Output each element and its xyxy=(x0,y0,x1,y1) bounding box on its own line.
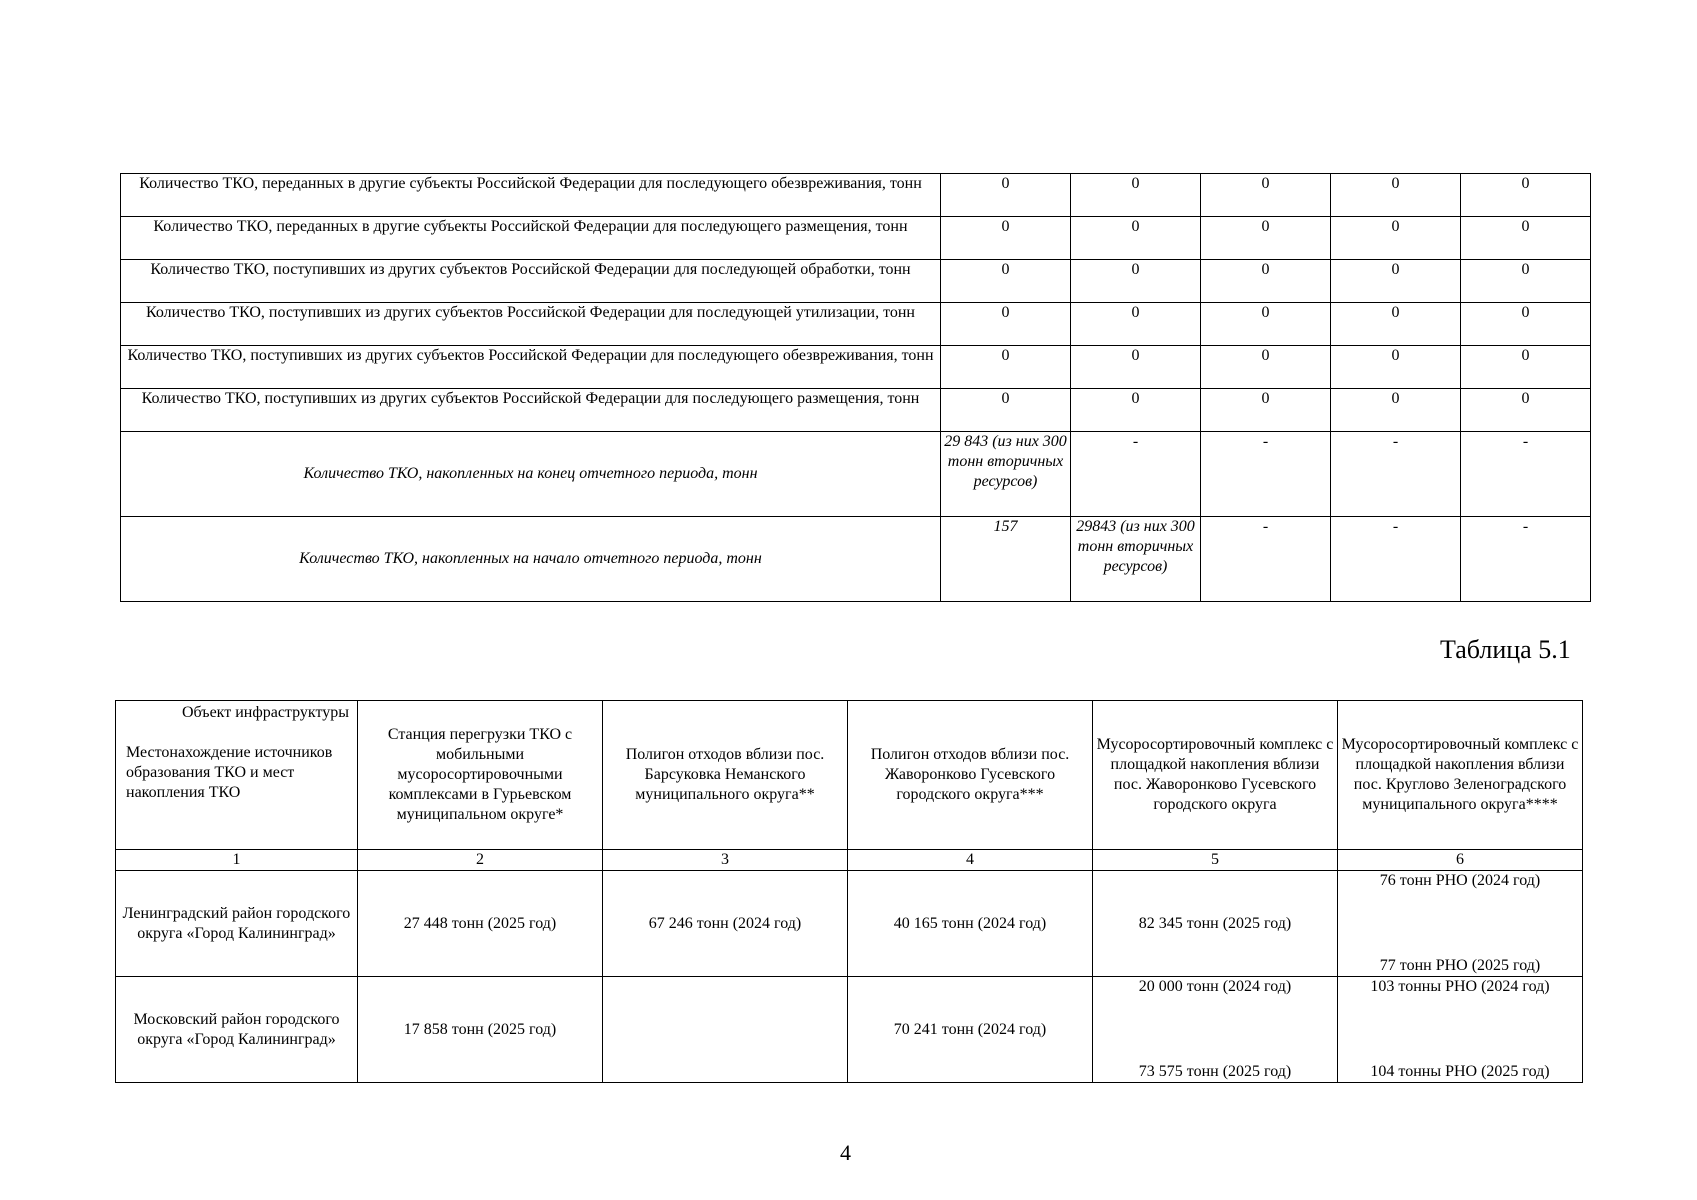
table-cell: - xyxy=(1201,517,1331,602)
table-row xyxy=(121,174,1591,217)
table-cell: 0 xyxy=(1461,174,1591,217)
table-title: Таблица 5.1 xyxy=(1440,635,1571,664)
table-cell: 0 xyxy=(941,174,1071,217)
column-header: Полигон отходов вблизи пос. Барсуковка Неманского муниципального округа** xyxy=(603,701,848,850)
row-label: Количество ТКО, переданных в другие субъекты Российской Федерации для последующего обезвреживания, тонн xyxy=(121,174,941,217)
column-number: 3 xyxy=(603,850,848,871)
column-number: 5 xyxy=(1093,850,1338,871)
column-header: Мусоросортировочный комплекс с площадкой накопления вблизи пос. Жаворонково Гусевского городского округа xyxy=(1093,701,1338,850)
waste-transfer-table xyxy=(120,173,1591,602)
column-number: 1 xyxy=(116,850,358,871)
table-cell: 0 xyxy=(941,217,1071,260)
table-cell: - xyxy=(1461,432,1591,517)
table-cell: 157 xyxy=(941,517,1071,602)
column-number: 6 xyxy=(1338,850,1583,871)
table-cell: 0 xyxy=(1071,174,1201,217)
table-cell: 40 165 тонн (2024 год) xyxy=(848,871,1093,977)
column-number: 4 xyxy=(848,850,1093,871)
column-header: Станция перегрузки ТКО с мобильными мусоросортировочными комплексами в Гурьевском муниципальном округе* xyxy=(358,701,603,850)
row-label: Количество ТКО, накопленных на конец отчетного периода, тонн xyxy=(121,432,941,517)
table-cell: 0 xyxy=(1461,260,1591,303)
table-cell: 0 xyxy=(941,346,1071,389)
corner-header xyxy=(116,701,358,850)
row-label: Количество ТКО, поступивших из других субъектов Российской Федерации для последующей обработки, тонн xyxy=(121,260,941,303)
value-2025: 73 575 тонн (2025 год) xyxy=(1138,1063,1292,1080)
header-row xyxy=(116,701,1583,850)
column-number-row xyxy=(116,850,1583,871)
corner-header-bottom: Местонахождение источников образования ТКО и мест накопления ТКО xyxy=(126,744,333,801)
table-cell: 0 xyxy=(1201,260,1331,303)
table-cell: 82 345 тонн (2025 год) xyxy=(1093,871,1338,977)
table-cell: 0 xyxy=(1461,346,1591,389)
table-cell: - xyxy=(1461,517,1591,602)
value-2024: 76 тонн РНО (2024 год) xyxy=(1379,872,1541,889)
table-cell: 0 xyxy=(1331,389,1461,432)
table-cell: 29 843 (из них 300 тонн вторичных ресурсов) xyxy=(941,432,1071,517)
location-cell: Московский район городского округа «Город Калининград» xyxy=(116,977,358,1083)
table-cell: 0 xyxy=(1461,389,1591,432)
column-header: Мусоросортировочный комплекс с площадкой накопления вблизи пос. Круглово Зеленоградского муниципального округа**** xyxy=(1338,701,1583,850)
table-cell: 0 xyxy=(941,389,1071,432)
table-cell: 67 246 тонн (2024 год) xyxy=(603,871,848,977)
table-cell: 0 xyxy=(1201,389,1331,432)
table-cell: 27 448 тонн (2025 год) xyxy=(358,871,603,977)
table-cell: 0 xyxy=(1331,303,1461,346)
table-cell: 0 xyxy=(1201,174,1331,217)
table-cell: 0 xyxy=(1201,346,1331,389)
table-cell: 0 xyxy=(1331,217,1461,260)
table-cell: 0 xyxy=(1071,346,1201,389)
table-row xyxy=(121,432,1591,517)
table-cell xyxy=(1338,871,1583,977)
value-2024: 103 тонны РНО (2024 год) xyxy=(1370,978,1550,995)
value-2025: 77 тонн РНО (2025 год) xyxy=(1379,957,1541,974)
table-cell: - xyxy=(1071,432,1201,517)
table-row xyxy=(121,346,1591,389)
table-row xyxy=(121,260,1591,303)
table-row xyxy=(116,977,1583,1083)
column-number: 2 xyxy=(358,850,603,871)
infrastructure-table xyxy=(115,700,1583,1083)
table-cell: 0 xyxy=(1461,303,1591,346)
table-row xyxy=(121,517,1591,602)
table-cell: - xyxy=(1201,432,1331,517)
corner-header-top: Объект инфраструктуры xyxy=(182,704,349,721)
table-cell: 0 xyxy=(941,260,1071,303)
table-cell: 0 xyxy=(1201,217,1331,260)
table-row xyxy=(121,217,1591,260)
table-cell: 70 241 тонн (2024 год) xyxy=(848,977,1093,1083)
row-label: Количество ТКО, поступивших из других субъектов Российской Федерации для последующего обезвреживания, тонн xyxy=(121,346,941,389)
table-cell: 29843 (из них 300 тонн вторичных ресурсов) xyxy=(1071,517,1201,602)
table-cell xyxy=(1338,977,1583,1083)
table-cell: 17 858 тонн (2025 год) xyxy=(358,977,603,1083)
row-label: Количество ТКО, накопленных на начало отчетного периода, тонн xyxy=(121,517,941,602)
row-label: Количество ТКО, переданных в другие субъекты Российской Федерации для последующего размещения, тонн xyxy=(121,217,941,260)
row-label: Количество ТКО, поступивших из других субъектов Российской Федерации для последующей утилизации, тонн xyxy=(121,303,941,346)
table-cell: 0 xyxy=(1071,217,1201,260)
location-cell: Ленинградский район городского округа «Город Калининград» xyxy=(116,871,358,977)
table-row xyxy=(116,871,1583,977)
table-cell xyxy=(603,977,848,1083)
table-cell: 0 xyxy=(1461,217,1591,260)
table-cell: 0 xyxy=(941,303,1071,346)
value-2024: 20 000 тонн (2024 год) xyxy=(1138,978,1292,995)
table-row xyxy=(121,303,1591,346)
value-2025: 104 тонны РНО (2025 год) xyxy=(1370,1063,1550,1080)
row-label: Количество ТКО, поступивших из других субъектов Российской Федерации для последующего размещения, тонн xyxy=(121,389,941,432)
table-cell: 0 xyxy=(1071,389,1201,432)
table-cell: 0 xyxy=(1331,260,1461,303)
table-cell: 0 xyxy=(1331,174,1461,217)
table-cell: 0 xyxy=(1331,346,1461,389)
table-cell: - xyxy=(1331,517,1461,602)
table-cell: 0 xyxy=(1201,303,1331,346)
table-cell: 0 xyxy=(1071,260,1201,303)
table-cell: - xyxy=(1331,432,1461,517)
table-cell xyxy=(1093,977,1338,1083)
table-cell: 0 xyxy=(1071,303,1201,346)
page-number: 4 xyxy=(840,1140,851,1165)
column-header: Полигон отходов вблизи пос. Жаворонково Гусевского городского округа*** xyxy=(848,701,1093,850)
table-row xyxy=(121,389,1591,432)
